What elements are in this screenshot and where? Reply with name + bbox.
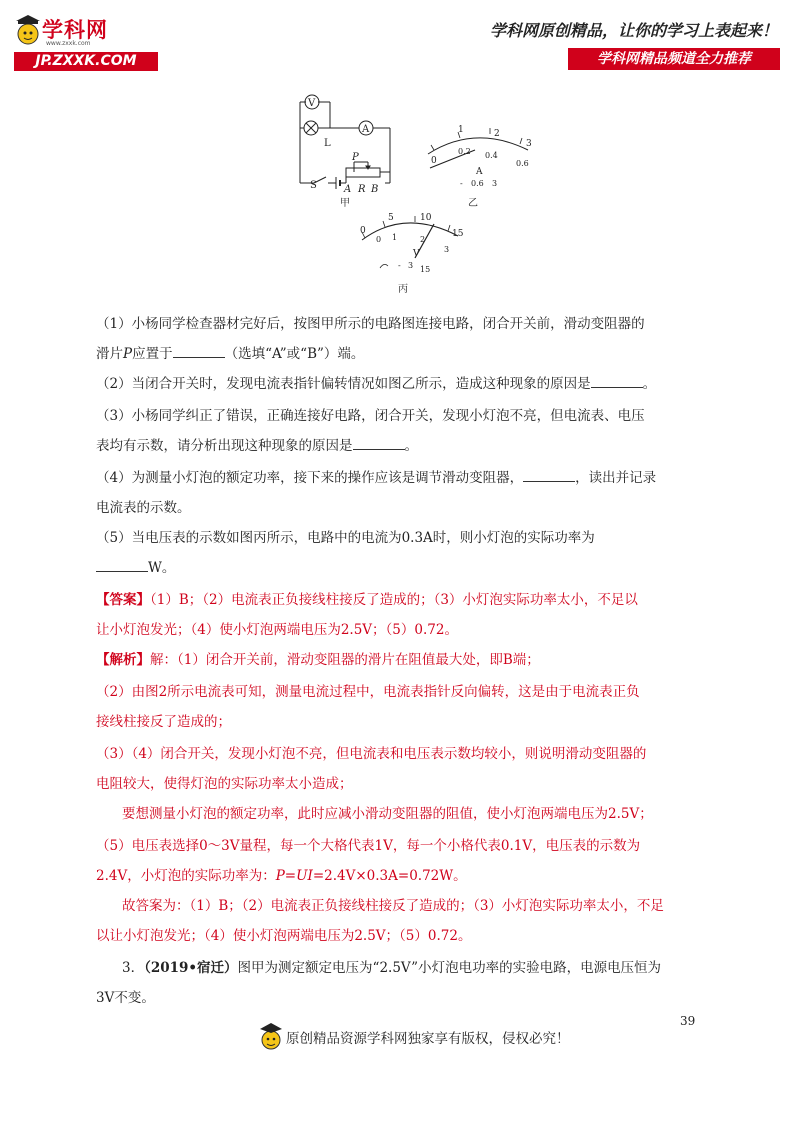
answer-line-2: 让小灯泡发光；（4）使小灯泡两端电压为2.5V；（5）0.72。 (96, 622, 458, 638)
yi-tick-2: 2 (494, 129, 500, 139)
analysis-line-10: 以让小灯泡发光；（4）使小灯泡两端电压为2.5V；（5）0.72。 (96, 928, 472, 944)
yi-needle-zero: 0 (431, 156, 437, 166)
question-5-line-1: （5）当电压表的示数如图丙所示，电路中的电流为0.3A时，则小灯泡的实际功率为 (96, 530, 595, 546)
caption-bing: 丙 (398, 284, 408, 295)
logo-sub-url: www.zxxk.com (46, 40, 91, 47)
answer-blank[interactable] (173, 345, 225, 358)
question-4-line-1: （4）为测量小灯泡的额定功率，接下来的操作应该是调节滑动变阻器， ，读出并记录 (96, 470, 657, 486)
yi-tick-1: 1 (458, 125, 464, 135)
yi-needle (430, 150, 475, 168)
analysis-line-4: （3）（4）闭合开关，发现小灯泡不亮，但电流表和电压表示数均较小，则说明滑动变阻器的 (96, 746, 647, 762)
bing-tick-5: 5 (388, 213, 394, 223)
yi-tick-02: 0.2 (458, 147, 471, 156)
analysis-label: 【解析】 (96, 652, 150, 668)
answer-blank[interactable] (353, 437, 405, 450)
question-5-line-2: W。 (96, 558, 708, 578)
ammeter-label: A (362, 124, 370, 135)
question-4-line-2: 电流表的示数。 (96, 500, 191, 516)
analysis-line-5: 电阻较大，使得灯泡的实际功率太小造成； (96, 776, 353, 792)
logo-name: 学科网 (42, 18, 108, 42)
bing-tick-10: 10 (420, 213, 432, 223)
bing-post-neg: - (398, 261, 401, 270)
caption-jia: 甲 (340, 198, 350, 209)
terminal-b: B (371, 184, 379, 195)
question-3-text-line-2: 3V不变。 (96, 990, 155, 1006)
yi-post-3: 3 (492, 179, 498, 188)
yi-unit: A (476, 167, 483, 177)
bing-unit: V (413, 249, 420, 259)
question-3-line-1: （3）小杨同学纠正了错误，正确连接好电路，闭合开关，发现小灯泡不亮，但电流表、电压 (96, 408, 645, 424)
voltmeter-label: V (308, 98, 316, 109)
question-3-header: 3．（2019•宿迁）图甲为测定额定电压为“2.5V”小灯泡电功率的实验电路，电源电压恒为 (122, 960, 662, 976)
bing-tick-15: 15 (452, 229, 464, 239)
figure-jia-circuit (300, 95, 390, 189)
answer-blank[interactable] (591, 375, 643, 388)
terminal-r: R (358, 184, 366, 195)
yi-tick-04: 0.4 (485, 151, 498, 160)
bing-tick-b2: 2 (420, 235, 426, 244)
caption-yi: 乙 (468, 198, 478, 209)
logo-url-bar[interactable]: JP.ZXXK.COM (14, 52, 158, 71)
slider-label: P (352, 152, 359, 163)
analysis-line-1: 【解析】解：（1）闭合开关前，滑动变阻器的滑片在阻值最大处，即B端； (96, 652, 540, 668)
yi-tick-06: 0.6 (516, 159, 529, 168)
mascot-icon (14, 10, 44, 50)
analysis-line-3: 接线柱接反了造成的； (96, 714, 231, 730)
switch-label: S (310, 180, 317, 191)
yi-post-neg: - (460, 179, 463, 188)
question-3-line-2: 表均有示数，请分析出现这种现象的原因是 。 (96, 438, 418, 454)
analysis-line-8: 2.4V，小灯泡的实际功率为：P=UI=2.4V×0.3A=0.72W。 (96, 868, 467, 884)
question-2: （2）当闭合开关时，发现电流表指针偏转情况如图乙所示，造成这种现象的原因是 。 (96, 376, 657, 392)
answer-blank[interactable] (523, 469, 575, 482)
footer-copyright: 原创精品资源学科网独家享有版权，侵权必究！ (286, 1031, 570, 1047)
bing-tick-b3: 3 (444, 245, 450, 254)
analysis-line-6: 要想测量小灯泡的额定功率，此时应减小滑动变阻器的阻值，使小灯泡两端电压为2.5V； (122, 806, 653, 822)
bing-left-zero: 0 (360, 226, 366, 236)
terminal-a: A (344, 184, 352, 195)
question-1-line-2: 滑片P应置于 （选填“A”或“B”）端。 (96, 346, 365, 362)
bing-post-15: 15 (420, 265, 431, 274)
answer-line-1: 【答案】（1）B；（2）电流表正负接线柱接反了造成的；（3）小灯泡实际功率太小，不足以 (96, 592, 638, 608)
page-number: 39 (680, 1014, 696, 1028)
footer-mascot-icon (258, 1020, 284, 1052)
bing-post-3: 3 (408, 261, 414, 270)
analysis-line-2: （2）由图2所示电流表可知，测量电流过程中，电流表指针反向偏转，这是由于电流表正负 (96, 684, 640, 700)
answer-blank[interactable] (96, 559, 148, 572)
header-banner: 学科网精品频道全力推荐 (568, 48, 780, 70)
question-1-line-1: （1）小杨同学检查器材完好后，按图甲所示的电路图连接电路，闭合开关前，滑动变阻器的 (96, 316, 645, 332)
bing-tick-0: 0 (376, 235, 382, 244)
answer-label: 【答案】 (96, 592, 150, 608)
lamp-label: L (324, 138, 331, 149)
analysis-line-9: 故答案为：（1）B；（2）电流表正负接线柱接反了造成的；（3）小灯泡实际功率太小，不足 (122, 898, 664, 914)
bing-tick-1: 1 (392, 233, 398, 242)
analysis-line-7: （5）电压表选择0～3V量程，每一个大格代表1V，每一个小格代表0.1V，电压表的示数为 (96, 838, 641, 854)
header-slogan: 学科网原创精品，让你的学习上表起来！ (489, 21, 778, 40)
circuit-figures (280, 88, 560, 300)
yi-tick-3: 3 (526, 139, 532, 149)
yi-post-06: 0.6 (471, 179, 484, 188)
